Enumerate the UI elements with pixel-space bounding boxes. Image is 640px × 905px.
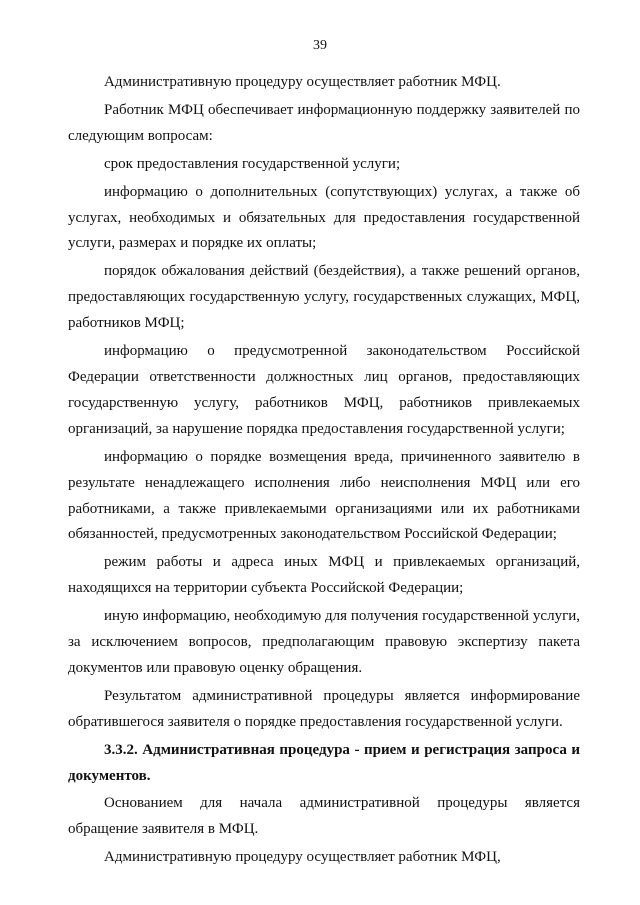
list-item: информацию о порядке возмещения вреда, причиненного заявителю в результате ненадлежащего исполнения либо неисполнения МФЦ или его работниками, а также привлекаемыми организациями или их работниками обязанностей, предусмотренных законодательством Российской Федерации;: [68, 448, 580, 543]
document-body: [68, 70, 580, 871]
list-item: информацию о дополнительных (сопутствующих) услугах, а также об услугах, необходимых и обязательных для предоставления государственной услуги, размерах и порядке их оплаты;: [68, 183, 580, 252]
paragraph: Работник МФЦ обеспечивает информационную поддержку заявителей по следующим вопросам:: [68, 101, 580, 144]
paragraph: Административную процедуру осуществляет работник МФЦ,: [104, 849, 501, 866]
section-heading: 3.3.2. Административная процедура - прием и регистрация запроса и документов.: [68, 741, 580, 784]
paragraph: Административную процедуру осуществляет работник МФЦ.: [104, 74, 501, 90]
list-item: информацию о предусмотренной законодательством Российской Федерации ответственности должностных лиц органов, предоставляющих государственную услугу, работников МФЦ, работников привлекаемых организаций, за нарушение порядка предоставления государственной услуги;: [68, 343, 580, 437]
list-item: срок предоставления государственной услуги;: [104, 155, 401, 172]
list-item: порядок обжалования действий (бездействия), а также решений органов, предоставляющих государственную услугу, государственных служащих, МФЦ, работников МФЦ;: [68, 263, 580, 332]
paragraph: Основанием для начала административной процедуры является обращение заявителя в МФЦ.: [68, 795, 580, 838]
list-item: режим работы и адреса иных МФЦ и привлекаемых организаций, находящихся на территории субъекта Российской Федерации;: [68, 554, 580, 597]
list-item: иную информацию, необходимую для получения государственной услуги, за исключением вопросов, предполагающим правовую экспертизу пакета документов или правовую оценку обращения.: [68, 608, 580, 676]
page-number: 39: [313, 38, 327, 53]
paragraph: Результатом административной процедуры является информирование обратившегося заявителя о порядке предоставления государственной услуги.: [68, 687, 580, 730]
